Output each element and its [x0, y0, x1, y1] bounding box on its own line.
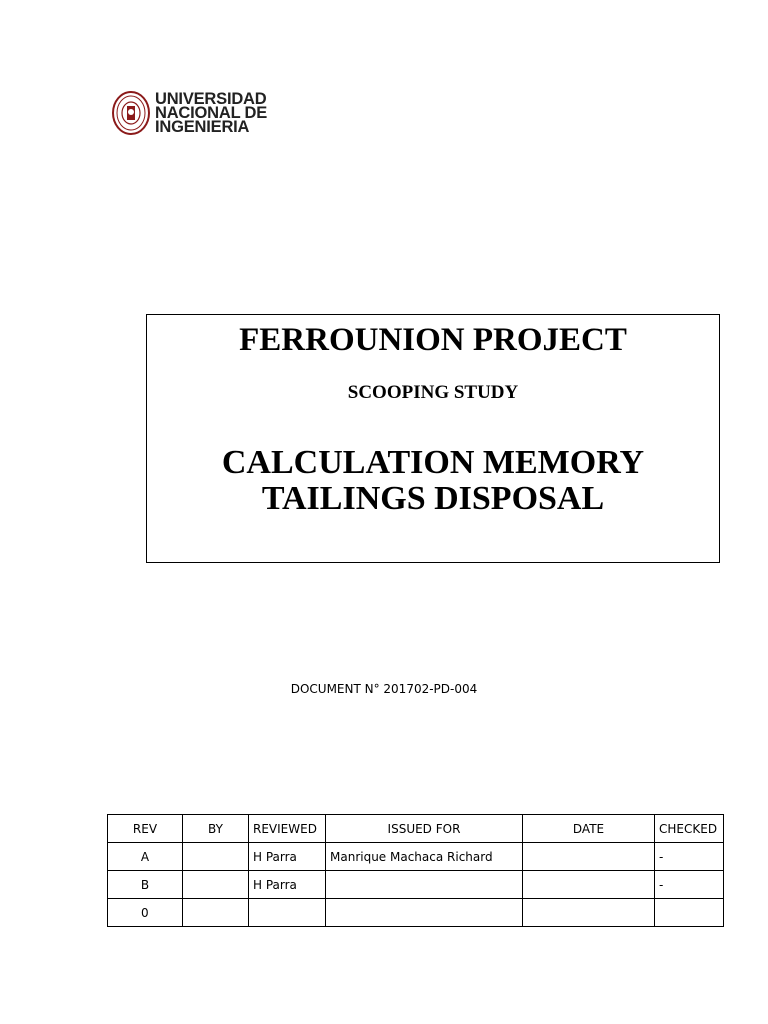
cell-date [523, 843, 655, 871]
document-title [147, 445, 719, 517]
cell-rev: B [108, 871, 183, 899]
cell-checked: - [655, 843, 724, 871]
cell-rev: 0 [108, 899, 183, 927]
logo-line-3: INGENIERIA [155, 118, 250, 136]
header-rev: REV [108, 815, 183, 843]
cell-date [523, 871, 655, 899]
document-title-line-1: CALCULATION MEMORY [221, 444, 645, 481]
cell-issued-for [326, 871, 523, 899]
university-name [155, 92, 267, 134]
cell-reviewed [249, 899, 326, 927]
cell-checked: - [655, 871, 724, 899]
table-row [108, 899, 724, 927]
table-row [108, 843, 724, 871]
university-seal-icon [111, 90, 151, 136]
project-name: FERROUNION PROJECT [239, 322, 627, 358]
table-header-row [108, 815, 724, 843]
header-checked: CHECKED [655, 815, 724, 843]
cell-rev: A [108, 843, 183, 871]
cell-reviewed: H Parra [249, 843, 326, 871]
header-date: DATE [523, 815, 655, 843]
header-issued-for: ISSUED FOR [326, 815, 523, 843]
cell-checked [655, 899, 724, 927]
cell-reviewed: H Parra [249, 871, 326, 899]
cell-by [183, 871, 249, 899]
table-row [108, 871, 724, 899]
logo-line-2: NACIONAL DE [155, 104, 268, 122]
cell-issued-for: Manrique Machaca Richard [326, 843, 523, 871]
cell-date [523, 899, 655, 927]
cell-by [183, 899, 249, 927]
document-number: DOCUMENT N° 201702-PD-004 [290, 682, 478, 696]
logo-line-1: UNIVERSIDAD [155, 90, 267, 108]
header-reviewed: REVIEWED [249, 815, 326, 843]
title-box [146, 314, 720, 563]
document-title-line-2: TAILINGS DISPOSAL [261, 480, 605, 517]
cell-by [183, 843, 249, 871]
university-logo [111, 90, 267, 136]
header-by: BY [183, 815, 249, 843]
cell-issued-for [326, 899, 523, 927]
revision-table [107, 814, 724, 927]
study-type: SCOOPING STUDY [347, 382, 519, 403]
